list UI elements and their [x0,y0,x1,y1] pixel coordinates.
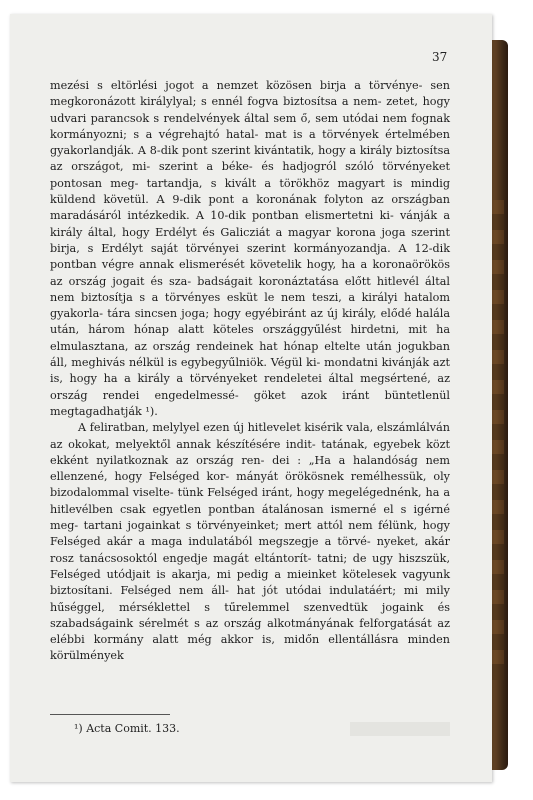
paragraph-1: mezési s eltörlési jogot a nemzet közösen birja a törvénye- sen megkoronázott királylyal; s ennél fogva biztosítsa a nem- zetet, hogy udvari parancsok s rendelvények által sem ő, sem utódai nem fognak kormányozni; s a végrehajtó hatal- mat is a törvények értelmében gyakorlandják. A 8-dik pont szerint kivántatik, hogy a király biztosítsa az országot, mi- szerint a béke- és hadjogról szóló törvényeket pontosan meg- tartandja, s kivált a törökhöz magyart is mindig küldend követül. A 9-dik pont a koronának folyton az országban maradásáról intézkedik. A 10-dik pontban elismertetni ki- vánják a király által, hogy Erdélyt és Galicziát a magyar korona joga szerint birja, s Erdélyt saját törvényei szerint kormányozandja. A 12-dik pontban végre annak elismerését követelik hogy, ha a koronaörökös az ország jogait és sza- badságait koronáztatása előtt hitlevél által nem biztosítja s a törvényes esküt le nem teszi, a királyi hatalom gyakorla- tára sincsen joga; hogy egyébiránt az új király, elődé halála után, három hónap alatt köteles országgyűlést hirdetni, mit ha elmulasztana, az ország rendeinek hat hónap eltelte után jogukban áll, meghivás nélkül is egybegyűlniök. Végül ki- mondatni kivánják azt is, hogy ha a király a törvényeket rendeletei által megsértené, az ország rendei engedelmessé- göket azok iránt büntetlenül megtagadhatják ¹). [50,79,450,418]
page-number: 37 [432,50,448,64]
paragraph-2: A feliratban, melylyel ezen új hitlevelet kisérik vala, elszámlálván az okokat, melyektől annak készítésére indit- tatának, egyebek közt ekként nyilatkoznak az ország ren- dei : „Ha a halandóság nem ellenzené, hogy Felséged kor- mányát örökösnek remélhessük, oly bizodalommal viselte- tünk Felséged iránt, hogy megelégednénk, ha a hitlevélben csak egyetlen pontban átalánosan ismerné el s igérné meg- tartani jogainkat s törvényeinket; mert attól nem félünk, hogy Felséged akár a maga indulatából megszegje a törvé- nyeket, akár rosz tanácsosoktól engedje magát eltántorít- tatni; de ugy hiszszük, Felséged utódjait is akarja, mi pedig a mieinket kötelesek vagyunk biztosítani. Felséged nem áll- hat jót utódai indulatáért; mi mily hűséggel, mérséklettel s tűrelemmel szenvedtük jogaink és szabadságaink sérelmét s az ország alkotmányának felforgatását az elébbi kormány alatt még akkor is, midőn ellentállásra minden körülmények [50,421,450,663]
footnote-rule [50,714,170,715]
faint-stamp [350,722,450,736]
book-page [10,14,492,782]
footnote: ¹) Acta Comit. 133. [74,722,180,735]
body-text [50,78,450,665]
